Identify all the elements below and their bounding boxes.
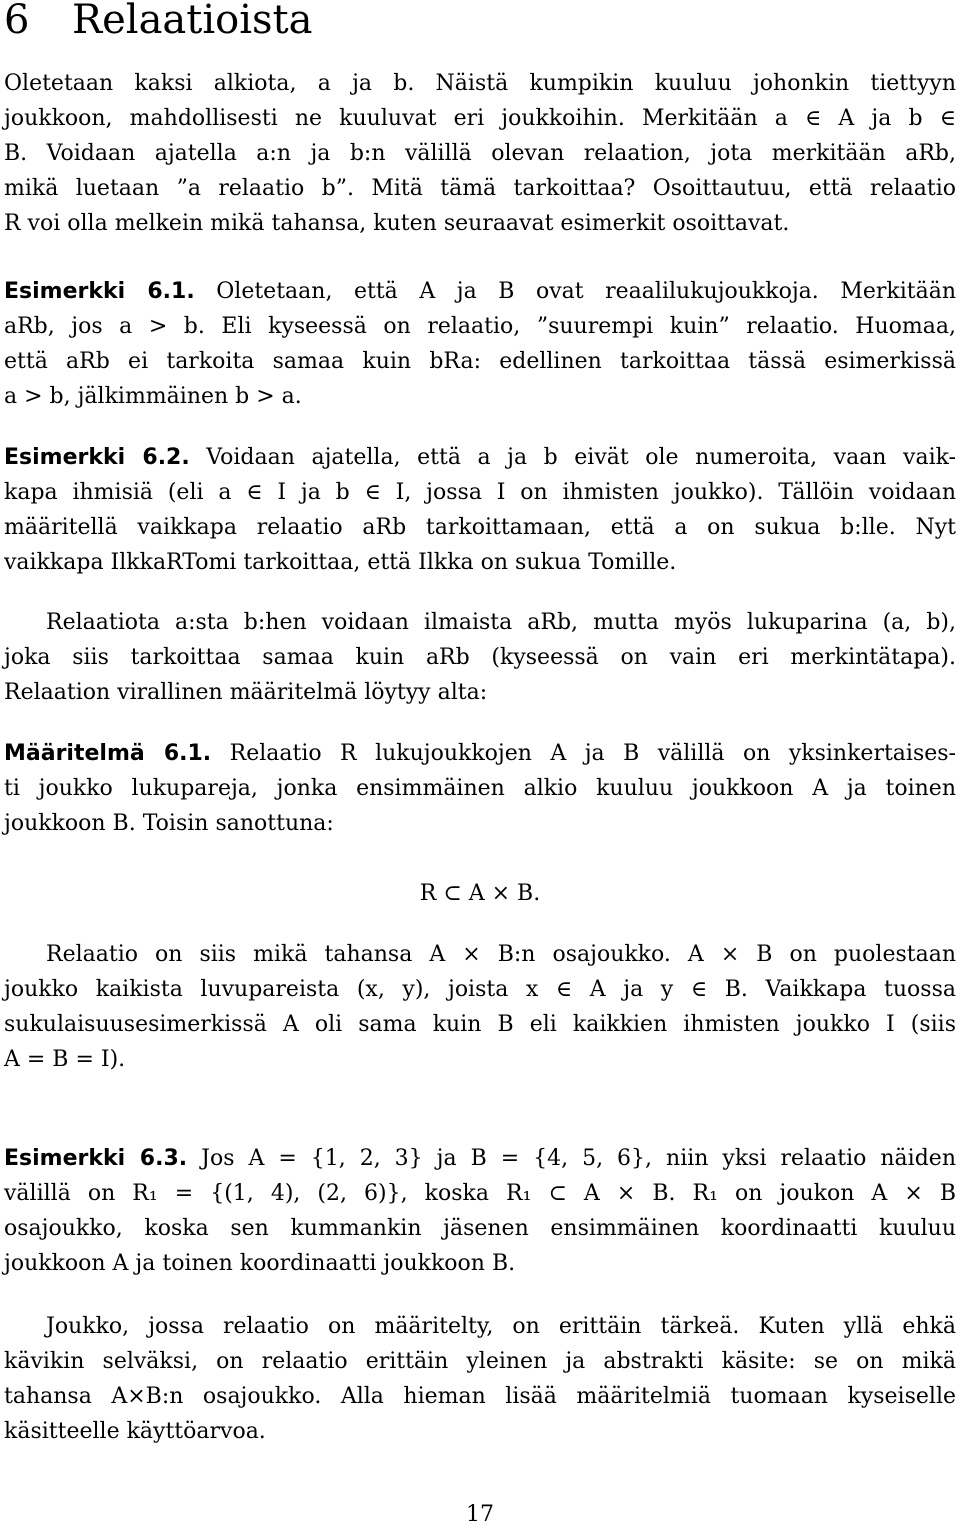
intro-line: Oletetaan kaksi alkiota, a ja b. Näistä kumpikin kuuluu johonkin tiettyyn <box>4 71 956 96</box>
example-6-3-line: osajoukko, koska sen kummankin jäsenen ensimmäinen koordinaatti kuuluu <box>4 1216 956 1241</box>
intro-line: R voi olla melkein mikä tahansa, kuten seuraavat esimerkit osoittavat. <box>4 211 790 236</box>
pair-paragraph-line: Relaatiota a:sta b:hen voidaan ilmaista aRb, mutta myös lukuparina (a, b), <box>46 610 956 635</box>
intro-line: joukkoon, mahdollisesti ne kuuluvat eri joukkoihin. Merkitään a ∈ A ja b ∈ <box>4 106 956 131</box>
pair-paragraph-line: joka siis tarkoittaa samaa kuin aRb (kyseessä on vain eri merkintätapa). <box>4 645 956 670</box>
final-paragraph-line: käsitteelle käyttöarvoa. <box>4 1419 266 1444</box>
section-number: 6 <box>4 0 30 43</box>
pair-paragraph-line: Relaation virallinen määritelmä löytyy alta: <box>4 680 488 705</box>
example-6-3-line: joukkoon A ja toinen koordinaatti joukkoon B. <box>4 1251 516 1276</box>
example-6-2-line: vaikkapa IlkkaRTomi tarkoittaa, että Ilkka on sukua Tomille. <box>4 550 677 575</box>
final-paragraph-line: Joukko, jossa relaatio on määritelty, on erittäin tärkeä. Kuten yllä ehkä <box>46 1314 956 1339</box>
example-6-1-line: että aRb ei tarkoita samaa kuin bRa: edellinen tarkoittaa tässä esimerkissä <box>4 349 956 374</box>
display-formula: R ⊂ A × B. <box>419 881 541 906</box>
section-heading <box>4 0 312 48</box>
example-6-2-line <box>4 441 956 475</box>
definition-text: Relaatio R lukujoukkojen A ja B välillä on yksinkertaises- <box>229 741 956 766</box>
final-paragraph-line: tahansa A×B:n osajoukko. Alla hieman lisää määritelmiä tuomaan kyseiselle <box>4 1384 956 1409</box>
subset-paragraph-line: A = B = I). <box>4 1047 126 1072</box>
subset-paragraph-line: sukulaisuusesimerkissä A oli sama kuin B eli kaikkien ihmisten joukko I (siis <box>4 1012 956 1037</box>
example-6-3-text: Jos A = {1, 2, 3} ja B = {4, 5, 6}, niin yksi relaatio näiden <box>201 1146 956 1171</box>
section-title: Relaatioista <box>72 0 313 43</box>
definition-6-1-label: Määritelmä 6.1. <box>4 741 212 766</box>
example-6-1-label: Esimerkki 6.1. <box>4 279 195 304</box>
definition-line: ti joukko lukupareja, jonka ensimmäinen alkio kuuluu joukkoon A ja toinen <box>4 776 956 801</box>
example-6-3-label: Esimerkki 6.3. <box>4 1146 188 1171</box>
example-6-1-line: a > b, jälkimmäinen b > a. <box>4 384 302 409</box>
intro-line: mikä luetaan ”a relaatio b”. Mitä tämä tarkoittaa? Osoittautuu, että relaatio <box>4 176 956 201</box>
definition-line: joukkoon B. Toisin sanottuna: <box>4 811 334 836</box>
example-6-3-line: välillä on R₁ = {(1, 4), (2, 6)}, koska R₁ ⊂ A × B. R₁ on joukon A × B <box>4 1181 956 1206</box>
final-paragraph-line: kävikin selväksi, on relaatio erittäin yleinen ja abstrakti käsite: se on mikä <box>4 1349 956 1374</box>
example-6-2-line: kapa ihmisiä (eli a ∈ I ja b ∈ I, jossa I on ihmisten joukko). Tällöin voidaan <box>4 480 956 505</box>
example-6-2-line: määritellä vaikkapa relaatio aRb tarkoittamaan, että a on sukua b:lle. Nyt <box>4 515 956 540</box>
subset-paragraph-line: Relaatio on siis mikä tahansa A × B:n osajoukko. A × B on puolestaan <box>46 942 956 967</box>
page-number: 17 <box>466 1502 494 1527</box>
example-6-1-line <box>4 275 956 309</box>
intro-line: B. Voidaan ajatella a:n ja b:n välillä olevan relaation, jota merkitään aRb, <box>4 141 956 166</box>
definition-line <box>4 737 956 771</box>
example-6-2-label: Esimerkki 6.2. <box>4 445 190 470</box>
subset-paragraph-line: joukko kaikista luvupareista (x, y), joista x ∈ A ja y ∈ B. Vaikkapa tuossa <box>4 977 956 1002</box>
example-6-1-line: aRb, jos a > b. Eli kyseessä on relaatio, ”suurempi kuin” relaatio. Huomaa, <box>4 314 956 339</box>
example-6-1-text: Oletetaan, että A ja B ovat reaalilukujoukkoja. Merkitään <box>216 279 956 304</box>
example-6-2-text: Voidaan ajatella, että a ja b eivät ole numeroita, vaan vaik- <box>206 445 956 470</box>
example-6-3-line <box>4 1142 956 1176</box>
